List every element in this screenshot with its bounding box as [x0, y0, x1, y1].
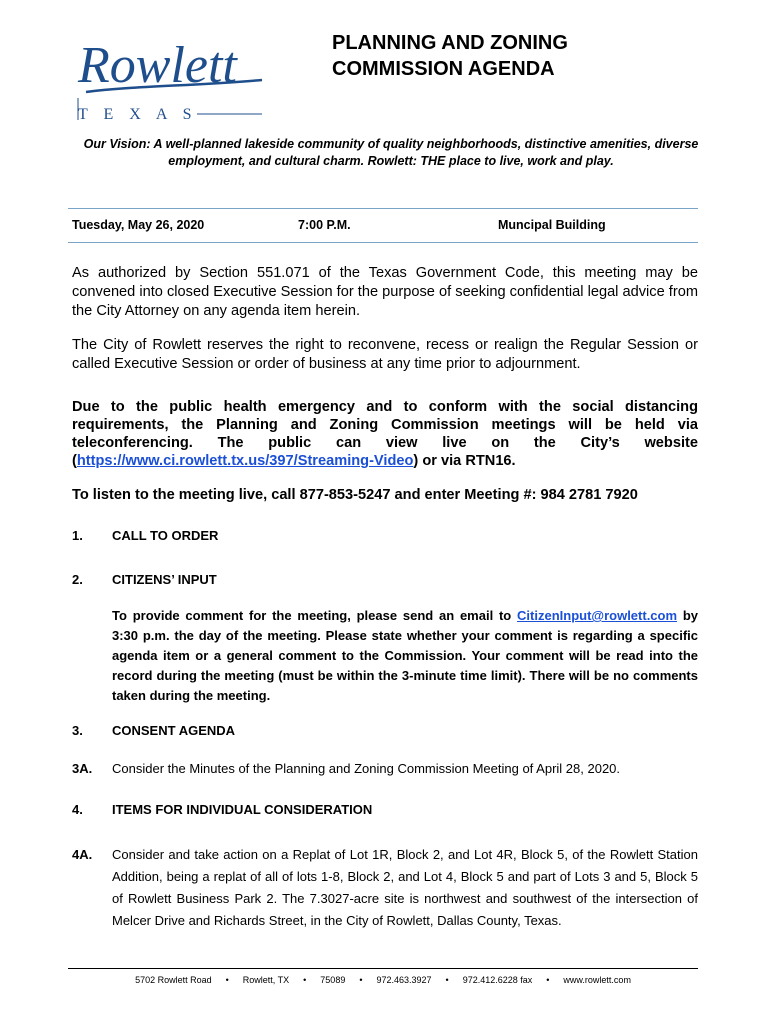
item-2-number: 2.: [72, 572, 83, 587]
meeting-location: Muncipal Building: [498, 218, 606, 232]
item-2-heading: CITIZENS’ INPUT: [112, 572, 217, 587]
item-3-number: 3.: [72, 723, 83, 738]
footer-website[interactable]: www.rowlett.com: [563, 975, 631, 985]
rowlett-logo-graphic: [72, 20, 272, 130]
footer-separator: •: [359, 975, 363, 985]
item-4-number: 4.: [72, 802, 83, 817]
footer-address: 5702 Rowlett Road: [135, 975, 212, 985]
reconvene-paragraph: The City of Rowlett reserves the right to reconvene, recess or realign the Regular Session or called Executive Session or order of business at any time prior to adjournment.: [72, 337, 698, 372]
teleconference-text: Due to the public health emergency and to conform with the social distancing requirements, the Planning and Zoning Commission meetings will be held via teleconferencing. The public can view live on the City’s website (: [72, 399, 698, 469]
listen-live-paragraph: To listen to the meeting live, call 877-853-5247 and enter Meeting #: 984 2781 7920: [72, 487, 638, 503]
header-rule-bottom: [68, 242, 698, 243]
item-3a-number: 3A.: [72, 761, 93, 776]
item-3-heading: CONSENT AGENDA: [112, 723, 236, 738]
footer-separator: •: [445, 975, 449, 985]
citizens-input-text-end: by 3:30 p.m. the day of the meeting. Please state whether your comment is regarding a specific agenda item or a general comment to the Commission. Your comment will be read into the record during the meeting (must be within the 3-minute time limit). There will be no comments taken during the meeting.: [112, 608, 698, 703]
footer: [68, 975, 698, 985]
vision-statement: Our Vision: A well-planned lakeside community of quality neighborhoods, distinctive amenities, diverse employment, and cultural charm. Rowlett: THE place to live, work and play.: [83, 137, 699, 168]
executive-session-paragraph: As authorized by Section 551.071 of the Texas Government Code, this meeting may be convened into closed Executive Session for the purpose of seeking confidential legal advice from the City Attorney on any agenda item herein.: [72, 265, 698, 319]
meeting-time: 7:00 P.M.: [298, 218, 351, 232]
page-title-line2: COMMISSION AGENDA: [332, 58, 555, 80]
citizens-input-text: To provide comment for the meeting, please send an email to: [112, 608, 518, 623]
item-1-number: 1.: [72, 528, 83, 543]
meeting-date: Tuesday, May 26, 2020: [72, 218, 205, 232]
streaming-video-link[interactable]: https://www.ci.rowlett.tx.us/397/Streaming-Video: [76, 453, 414, 469]
footer-city: Rowlett, TX: [242, 975, 290, 985]
footer-separator: •: [225, 975, 229, 985]
footer-rule: [68, 968, 698, 969]
item-4-heading: ITEMS FOR INDIVIDUAL CONSIDERATION: [112, 802, 373, 817]
header-rule-top: [68, 208, 698, 209]
item-4a-text: Consider and take action on a Replat of Lot 1R, Block 2, and Lot 4R, Block 5, of the Rowlett Station Addition, being a replat of all of lots 1-8, Block 2, and Lot 4, Block 5 and part of Lots 3 and 5, Block 5 of Rowlett Business Park 2. The 7.3027-acre site is northwest and southwest of the intersection of Melcer Drive and Richards Street, in the City of Rowlett, Dallas County, Texas.: [112, 847, 698, 928]
footer-separator: •: [303, 975, 307, 985]
item-3a-text: Consider the Minutes of the Planning and Zoning Commission Meeting of April 28, 2020.: [112, 761, 621, 776]
page-title-line1: PLANNING AND ZONING: [332, 32, 568, 54]
teleconference-paragraph: [72, 398, 698, 470]
teleconference-text-end: ) or via RTN16.: [413, 453, 516, 469]
footer-zip: 75089: [320, 975, 346, 985]
item-1-heading: CALL TO ORDER: [112, 528, 219, 543]
citizens-input-instructions: [112, 606, 698, 706]
footer-separator: •: [546, 975, 550, 985]
rowlett-logo: [72, 20, 272, 130]
item-4a-number: 4A.: [72, 847, 93, 862]
logo-script: Rowlett: [78, 37, 237, 94]
footer-phone: 972.463.3927: [376, 975, 432, 985]
citizen-input-email-link[interactable]: CitizenInput@rowlett.com: [517, 608, 678, 623]
logo-state: T E X A S: [78, 106, 198, 123]
footer-fax: 972.412.6228 fax: [462, 975, 533, 985]
